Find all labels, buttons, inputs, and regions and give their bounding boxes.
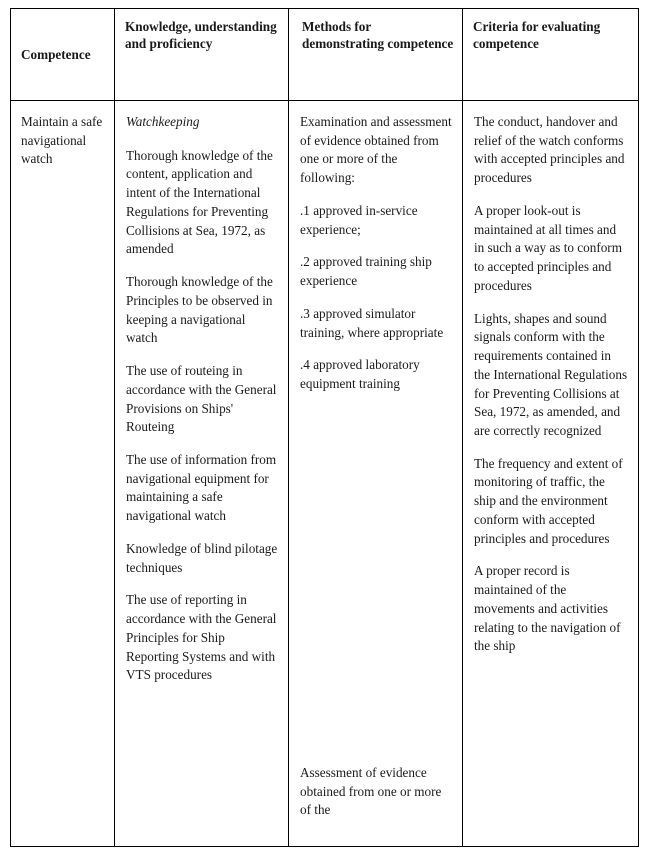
cell-knowledge: [115, 101, 289, 847]
column-header-knowledge-label: Knowledge, understanding and proficiency: [125, 19, 277, 52]
knowledge-subheading: Watchkeeping: [126, 114, 200, 129]
criteria-paragraph: A proper record is maintained of the movements and activities relating to the navigation of the ship: [474, 563, 621, 654]
criteria-paragraph: Lights, shapes and sound signals conform with the requirements contained in the International Regulations for Preventing Collisions at Sea, 1972, as amended, and are correctly recognized: [474, 310, 628, 439]
criteria-paragraph: A proper look-out is maintained at all times and in such a way as to conform to accepted principles and procedures: [474, 202, 622, 293]
column-header-knowledge: [115, 9, 289, 101]
cell-methods: [289, 101, 463, 847]
methods-item: .2 approved training ship experience: [300, 254, 432, 289]
competence-table: [10, 8, 639, 847]
criteria-paragraph: The frequency and extent of monitoring of traffic, the ship and the environment conform with accepted principles and procedures: [474, 455, 623, 546]
criteria-content: [463, 101, 638, 828]
methods-item: .4 approved laboratory equipment training: [300, 357, 420, 392]
table-row: [11, 101, 639, 847]
cell-competence: [11, 101, 115, 847]
methods-intro: Examination and assessment of evidence obtained from one or more of the following:: [300, 114, 452, 186]
column-header-competence-label: Competence: [21, 46, 91, 62]
knowledge-paragraph: Thorough knowledge of the content, application and intent of the International Regulations for Preventing Collisions at Sea, 1972, as amended: [126, 147, 273, 257]
column-header-methods: [289, 9, 463, 101]
knowledge-paragraph: The use of information from navigational equipment for maintaining a safe navigational watch: [126, 452, 277, 524]
methods-content: [289, 101, 462, 828]
methods-item: .1 approved in-service experience;: [300, 202, 418, 237]
knowledge-paragraph: The use of reporting in accordance with the General Principles for Ship Reporting Systems and with VTS procedures: [126, 592, 277, 683]
cell-criteria: [463, 101, 639, 847]
methods-continued-text: Assessment of evidence obtained from one or more of the: [300, 764, 442, 818]
competence-content: [11, 101, 114, 828]
knowledge-paragraph: The use of routeing in accordance with the General Provisions on Ships' Routeing: [126, 363, 277, 435]
knowledge-paragraph: Thorough knowledge of the Principles to be observed in keeping a navigational watch: [126, 274, 273, 346]
column-header-criteria-label: Criteria for evaluating competence: [473, 19, 601, 52]
column-header-criteria: [463, 9, 639, 101]
criteria-paragraph: The conduct, handover and relief of the watch conforms with accepted principles and procedures: [474, 114, 625, 186]
competence-text: Maintain a safe navigational watch: [21, 114, 103, 167]
column-header-competence: [11, 9, 115, 101]
methods-item: .3 approved simulator training, where appropriate: [300, 305, 444, 340]
knowledge-paragraph: Knowledge of blind pilotage techniques: [126, 540, 278, 575]
table-header-row: [11, 9, 639, 101]
column-header-methods-label: Methods for demonstrating competence: [302, 19, 454, 52]
knowledge-content: [115, 101, 288, 828]
